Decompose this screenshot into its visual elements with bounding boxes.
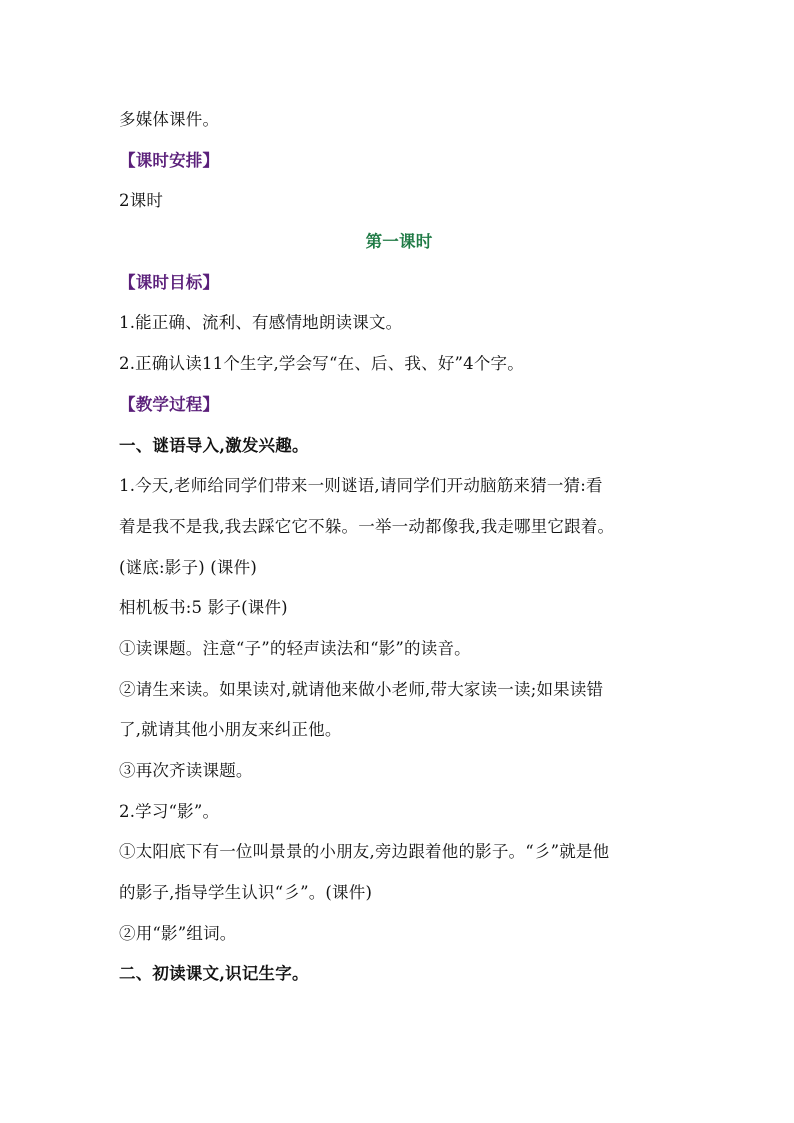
paragraph-line: 1.今天,老师给同学们带来一则谜语,请同学们开动脑筋来猜一猜:看 bbox=[119, 476, 603, 496]
schedule-text: 2课时 bbox=[119, 191, 164, 211]
step-item: ①读课题。注意“子”的轻声读法和“影”的读音。 bbox=[119, 638, 471, 658]
process-step-2-heading: 二、初读课文,识记生字。 bbox=[119, 964, 309, 984]
step-item: ②用“影”组词。 bbox=[119, 923, 237, 943]
materials-text: 多媒体课件。 bbox=[119, 110, 220, 129]
section-heading-schedule: 【课时安排】 bbox=[119, 150, 220, 170]
section-heading-process: 【教学过程】 bbox=[119, 394, 220, 414]
step-item-continued: 的影子,指导学生认识“彡”。(课件) bbox=[119, 883, 373, 903]
goal-item-1: 1.能正确、流利、有感情地朗读课文。 bbox=[119, 313, 403, 333]
process-step-1-heading: 一、谜语导入,激发兴趣。 bbox=[119, 435, 309, 455]
step-item: ①太阳底下有一位叫景景的小朋友,旁边跟着他的影子。“彡”就是他 bbox=[119, 842, 610, 862]
paragraph-line: 着是我不是我,我去踩它它不躲。一举一动都像我,我走哪里它跟着。 bbox=[119, 516, 615, 536]
paragraph-line: (谜底:影子) (课件) bbox=[119, 557, 257, 577]
step-item: ②请生来读。如果读对,就请他来做小老师,带大家读一读;如果读错 bbox=[119, 679, 604, 699]
document-page bbox=[119, 100, 689, 995]
subsection-title: 2.学习“影”。 bbox=[119, 801, 220, 821]
step-item-continued: 了,就请其他小朋友来纠正他。 bbox=[119, 720, 342, 740]
step-item: ③再次齐读课题。 bbox=[119, 761, 253, 780]
lesson-title: 第一课时 bbox=[365, 232, 433, 252]
section-heading-goals: 【课时目标】 bbox=[119, 272, 220, 292]
board-writing-text: 相机板书:5 影子(课件) bbox=[119, 598, 288, 618]
goal-item-2: 2.正确认读11个生字,学会写“在、后、我、好”4个字。 bbox=[119, 354, 524, 374]
